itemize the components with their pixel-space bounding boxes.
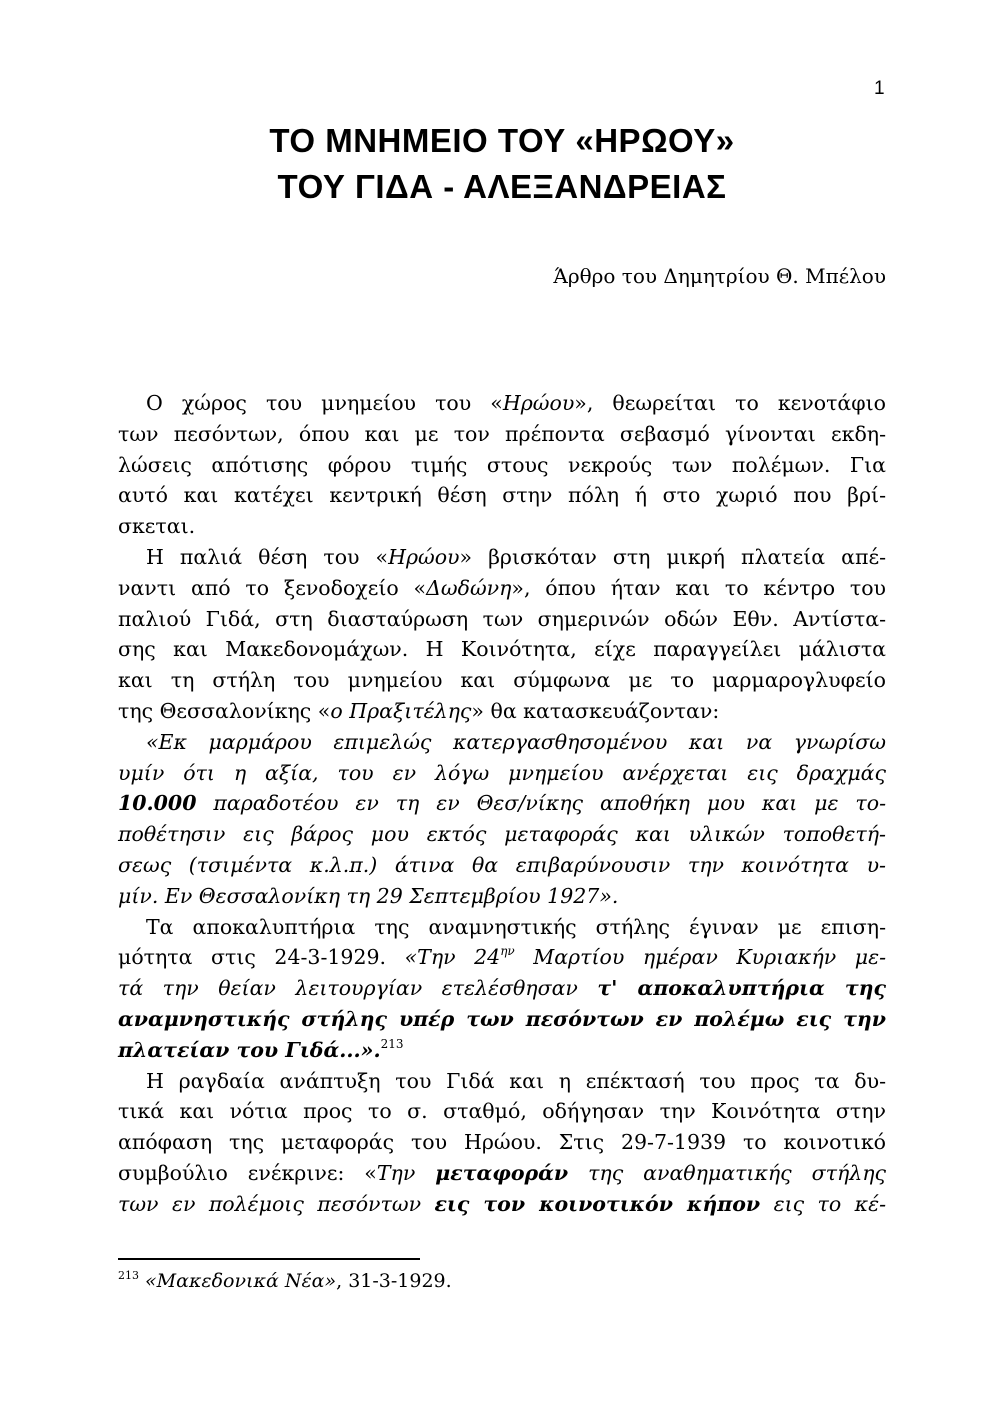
text-line: Η ραγδαία ανάπτυξη του Γιδά και η επέκτασή του προς τα δυ- (146, 1068, 886, 1093)
text-line: Ο χώρος του μνημείου του «Ηρώου», θεωρείται το κενοτάφιο (146, 391, 887, 415)
text-line: των εν πολέμοις πεσόντων εις τον κοινοτικόν κήπον εις το κέ- (118, 1191, 886, 1216)
text-line: αυτό και κατέχει κεντρική θέση στην πόλη ή στο χωριό που βρί- (118, 483, 886, 508)
quote-line: ποθέτησιν εις βάρος μου εκτός μεταφοράς και υλικών τοποθετή- (118, 822, 886, 847)
title-line-2: ΤΟΥ ΓΙΔΑ - ΑΛΕΞΑΝΔΡΕΙΑΣ (277, 168, 727, 205)
quote-line: υμίν ότι η αξία, του εν λόγω μνημείου ανέρχεται εις δραχμάς (118, 760, 886, 785)
text-line: συμβούλιο ενέκρινε: «Την μεταφοράν της αναθηματικής στήλης (118, 1160, 886, 1185)
page-number: 1 (874, 78, 885, 99)
quote-line: «Εκ μαρμάρου επιμελώς κατεργασθησομένου και να γνωρίσω (146, 729, 886, 754)
quote-line: 10.000 παραδοτέου εν τη εν Θεσ/νίκης αποθήκη μου και με το- (118, 791, 886, 816)
text-line: μότητα στις 24-3-1929. «Την $24^{\eta\nu}$ Μαρτίου ημέραν Κυριακήν με- (118, 944, 887, 970)
text-line: των πεσόντων, όπου και με τον πρέποντα σεβασμό γίνονται εκδη- (118, 421, 886, 446)
text-line: της Θεσσαλονίκης «ο Πραξιτέλης» θα κατασκευάζονταν: (118, 698, 720, 723)
text-line: αναμνηστικής στήλης υπέρ των πεσόντων εν πολέμω εις την (118, 1006, 886, 1031)
article-body (118, 388, 886, 1220)
footnote-source: «Μακεδονικά Νέα» (145, 1270, 337, 1292)
text-line: ναντι από το ξενοδοχείο «Δωδώνη», όπου ήταν και το κέντρο του (118, 575, 886, 600)
footnote-divider (118, 1258, 420, 1260)
footnote-number: 213 (118, 1269, 139, 1282)
text-line: παλιού Γιδά, στη διασταύρωση των σημερινών οδών Εθν. Αντίστα- (118, 606, 886, 631)
title-line-1: ΤΟ ΜΝΗΜΕΙΟ ΤΟΥ «ΗΡΩΟΥ» (269, 122, 735, 159)
footnote-date: , 31-3-1929. (336, 1270, 452, 1292)
text-line: Τα αποκαλυπτήρια της αναμνηστικής στήλης έγιναν με επιση- (146, 914, 886, 939)
page-title (0, 118, 1004, 210)
footnote (118, 1270, 452, 1292)
quote-line: σεως (τσιμέντα κ.λ.π.) άτινα θα επιβαρύνουσιν την κοινότητα υ- (118, 852, 886, 877)
text-line: Η παλιά θέση του «Ηρώου» βρισκόταν στη μικρή πλατεία απέ- (146, 544, 887, 569)
text-line: τά την θείαν λειτουργίαν ετελέσθησαν τ' αποκαλυπτήρια της (118, 976, 886, 1001)
text-line: σης και Μακεδονομάχων. Η Κοινότητα, είχε παραγγείλει μάλιστα (118, 637, 886, 662)
footnote-ref: 213 (380, 1036, 404, 1051)
text-line: τικά και νότια προς το σ. σταθμό, οδήγησαν την Κοινότητα στην (118, 1099, 886, 1124)
text-line: σκεται. (118, 514, 196, 539)
text-line: και τη στήλη του μνημείου και σύμφωνα με το μαρμαρογλυφείο (118, 668, 886, 693)
text-line: πλατείαν του Γιδά...».$^{213}$ (118, 1036, 404, 1062)
author-byline: Άρθρο του Δημητρίου Θ. Μπέλου (553, 264, 886, 288)
quote-line: μίν. Εν Θεσσαλονίκη τη 29 Σεπτεμβρίου 1927». (118, 883, 619, 908)
text-line: λώσεις απότισης φόρου τιμής στους νεκρούς των πολέμων. Για (118, 452, 886, 477)
text-line: απόφαση της μεταφοράς του Ηρώου. Στις 29-7-1939 το κοινοτικό (118, 1130, 886, 1155)
